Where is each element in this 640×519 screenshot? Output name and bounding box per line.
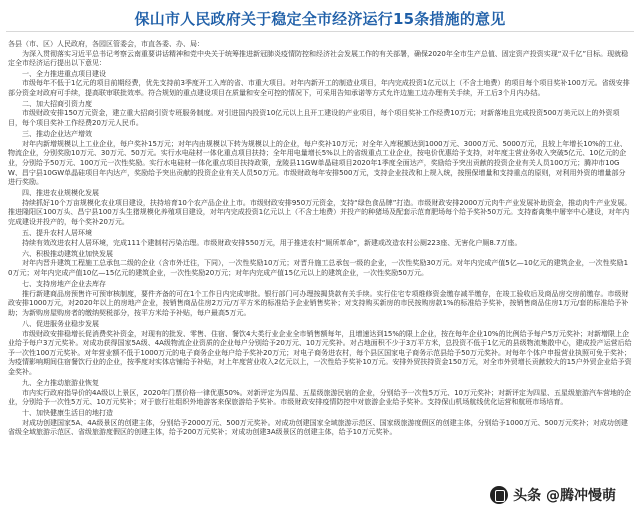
section-heading: 一、全力推进重点项目建设 xyxy=(22,69,106,78)
section-heading: 六、积极推动建筑业加快发展 xyxy=(22,249,113,258)
section-body: 对成功创建国家5A、4A级景区的创建主体，分别给予2000万元、500万元奖补。对成功创建国家全域旅游示范区、国家级旅游度假区的创建主体，分别给予1000万元、500万元奖补；对成功创建省级全域旅游示范区、省级旅游度假区的创建主体，给予200万元奖补；对成功创建3A级景区的创建主体，给予10万元奖补。 xyxy=(8,418,628,437)
section-heading: 四、推进农业规模化发展 xyxy=(22,189,99,198)
section-body: 持续抓好10个万亩规模化农业项目建设，扶持培育10个农产品企业上市。市级财政安排950万元资金，支持“绿色食品牌”打造。市级财政安排2000万元肉牛产业发展补助资金，推动肉牛产业发展。推进隆阳区100万头、昌宁县100万头生猪规模化养殖项目建设，对年内完成投资1亿元以上（不含土地费）并投产的种猪场及配套示范育肥场每个给予奖补50万元。支持畜禽集中屠宰中心建设，对年内完成建设并投产的，每个奖补20万元。 xyxy=(8,198,632,226)
section-body: 市级财政安排150万元资金，建立重大招商引资专班服务制度。对引进国内投资10亿元以上且开工建设的产业项目，每个项目奖补工作经费10万元；对新落地且完成投资500万美元以上的外资项目，每个项目奖补工作经费20万元人民币。 xyxy=(8,109,620,128)
title-divider xyxy=(6,31,634,32)
section-heading: 五、提升农村人居环境 xyxy=(22,229,92,238)
section-body: 推行新建商品房预售许可预审核制度，要件齐备的可在1个工作日内完成审批。银行部门可办理按揭贷款有关手续。实行住宅专项维修资金缴存减半缴存，在竣工验收后及商品房交房前缴存。市级财政安排1000万元，对2020年以上的房地产企业，按销售商品住房2万元/万平方米的标准给予企业销售奖补；对支持购买新房的市民按购房款1%的标准给予奖补，按销售商品住房1万元/套的标准给予补助；为新购房屋购房者的缴纳契税部分，按平方米给予补贴，每户最高5万元。 xyxy=(8,289,629,317)
addressee: 各县（市、区）人民政府，各园区管委会，市直各委、办、局： xyxy=(8,40,204,48)
section-body: 持续有效改进农村人居环境，完成111个建制村污染治理。市级财政安排550万元，用于推进农村“厕所革命”，新建或改造农村公厕223座、无害化户厕8.7万座。 xyxy=(22,238,522,247)
section-heading: 二、加大招商引资力度 xyxy=(22,99,92,108)
section-body: 市级每年不低于1亿元的项目前期经费，优先支持前3季度开工入库的省、市重大项目。对年内新开工的制造业项目，年内完成投资1亿元以上（不含土地费）的项目每个项目奖补100万元。省级安排部分资金对政府可手续，提高联审联批效率。符合规划的重点建设项目在质量和安全可控的情况下，可采用告知承诺等方式允许边施工边办理有关手续，开工后3个月内办结。 xyxy=(8,79,630,97)
section-body: 对年内新增规模以上工业企业，每户奖补15万元；对年内由规模以下转为规模以上的企业，每户奖补10万元；对全年入库税额达到1000万元、3000万元、5000万元，且较上年增长10%的工业、物流企业，分别奖励10万元、30万元、50万元。实行水电硅材一体化重点项目扶持；全年用电量增长5%以上的省级重点工业企业，按电价优惠给予支持，对年度主营业务收入突破5亿元、10亿元的企业，分别给予50万元、100万元一次性奖励。实行水电硅材一体化重点项目扶持政策，龙陵县11GW单晶硅项目2020年1季度全面达产，奖励给予突出贡献的投资企业有关人员100万元；腾冲市10GW、昌宁县10GW单晶硅项目年内达产，奖励给予突出贡献的投资企业有关人员50万元。市级财政每年安排500万元，支持企业技改和上规入统，按照保增量和支持重点的原则，对利用外资的增量部分进行奖励。 xyxy=(8,139,627,187)
document-title: 保山市人民政府关于稳定全市经济运行15条措施的意见 xyxy=(134,10,506,28)
section-heading: 八、促进服务业稳步发展 xyxy=(22,319,99,328)
section-heading: 七、支持房地产企业去库存 xyxy=(22,280,106,289)
toutiao-logo-icon xyxy=(490,486,508,504)
section-heading: 三、推动企业达产增效 xyxy=(22,130,92,139)
section-heading: 十、加快健康生活目的地打造 xyxy=(22,409,113,418)
section-body: 市级财政安排稳增长促消费奖补资金，对现有的批发、零售、住宿、餐饮4大类行业企业全市销售额每年，且增速达到15%的限上企业，按在每年企业10%的比例给予每户5万元奖补；对新增限上企业给予每户3万元奖补。对成功获得国家5A级、4A级物流企业资质的企业每户分别给予20万元、10万元奖补。对占地面积不少于3万平方米，总投资不低于1亿元的县级物流集散中心，建成投产运营后给予一次性100万元奖补。对年营业额不低于1000万元的电子商务企业每户给予奖补20万元；对电子商务进农村，每个县区国家电子商务示范县给予50万元奖补。对每年个体户申报营业执照可免于奖补；为疫情影响期间住宿餐饮行业的企业，按季度对实体店铺给予补贴，对上年度营业收入2亿元以上，一次性给予奖补10万元。安排外贸扶持资金150万元，对全市外贸增长贡献较大的15户外贸企业给予资金奖补。 xyxy=(8,329,632,376)
section-body: 市内实行政府指导价的4A级以上景区，2020年门票价格一律优惠50%。对新评定为四星、五星级旅游民宿的企业，分别给予一次性5万元、10万元奖补；对新评定为四星、五星级旅游汽车营地的企业，分别给予一次性5万元、10万元奖补；对于旅行社组织外地游客来保旅游给予奖补。市级财政安排疫情防控中对旅游企业给予奖补。支持保山机场航线优化运营和航班市场培育。 xyxy=(8,388,631,407)
intro-paragraph: 为深入贯彻落实习近平总书记考察云南重要讲话精神和党中央关于统筹推进新冠肺炎疫情防控和经济社会发展工作的有关部署，确保2020年全市生产总值、固定资产投资实现“双千亿”目标。现就稳定全市经济运行提出以下意见： xyxy=(8,49,629,68)
watermark-text: 头条 @腾冲慢萌 xyxy=(513,488,616,504)
watermark xyxy=(486,483,620,507)
section-body: 对年内晋升建筑工程施工总承包二级的企业（含市外迁往，下同），一次性奖励10万元；对晋升施工总承包一级的企业，一次性奖励30万元。对年内完成产值5亿—10亿元的建筑企业，一次性奖励10万元；对年内完成产值10亿—15亿元的建筑企业，一次性奖励20万元；对年内完成产值15亿元以上的建筑企业，一次性奖励50万元。 xyxy=(8,259,629,277)
section-heading: 九、全力推动旅游业恢复 xyxy=(22,378,99,387)
document-body xyxy=(8,40,632,438)
